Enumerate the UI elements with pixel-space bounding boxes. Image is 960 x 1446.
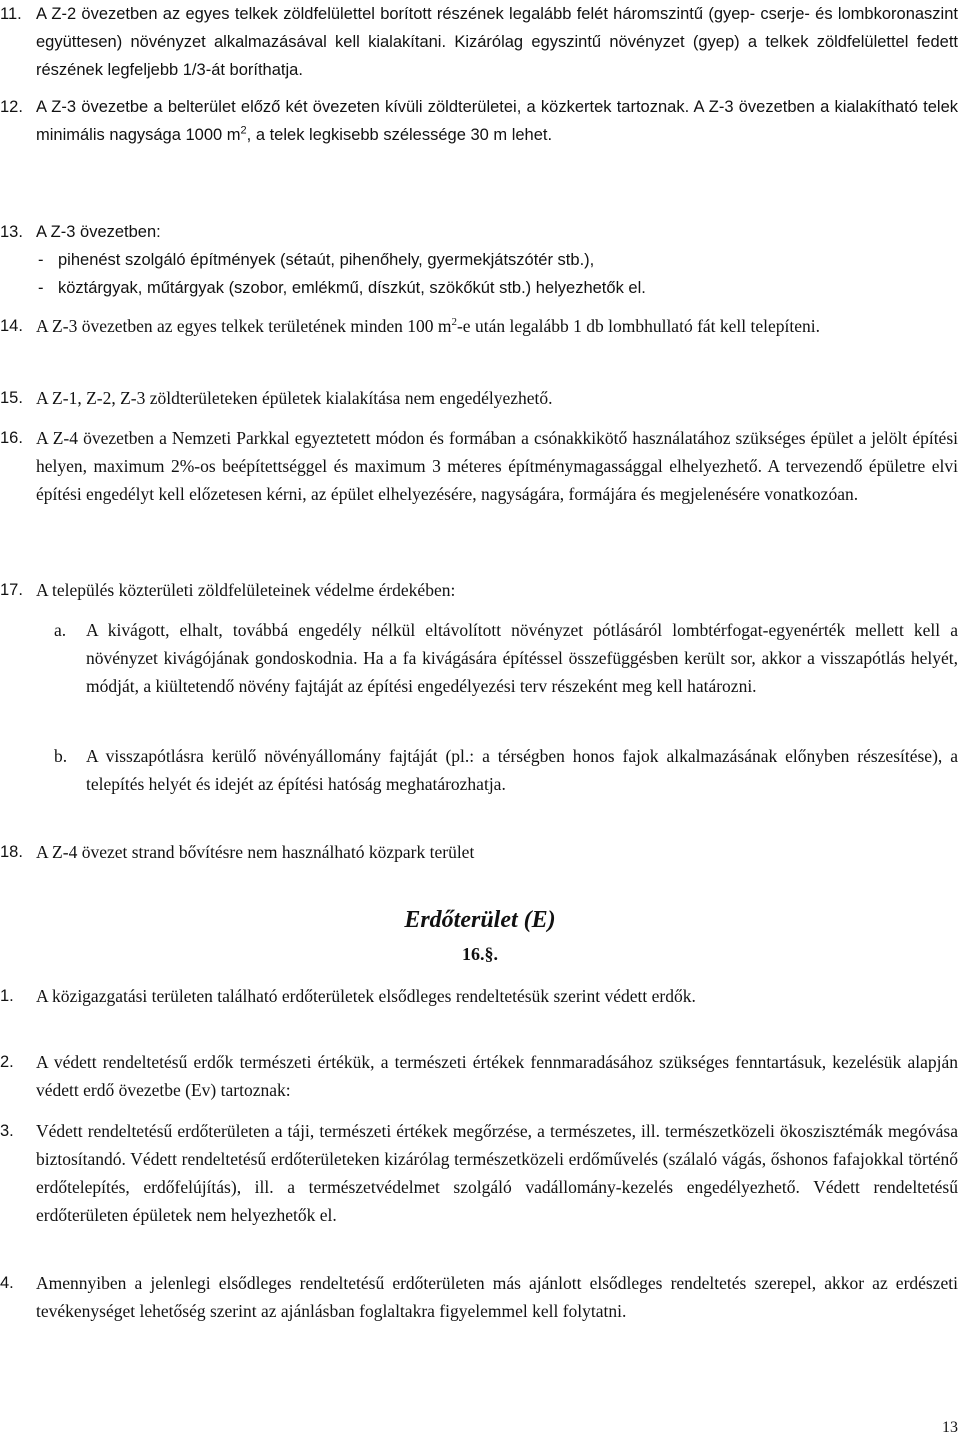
subparagraph-letter: a. xyxy=(54,620,67,640)
subparagraph-b xyxy=(36,742,958,798)
paragraph-text: A Z-4 övezetben a Nemzeti Parkkal egyeztetett módon és formában a csónakkikötő használatához szükséges épület a jelölt építési helyen, maximum 2%-os beépítettséggel és maximum 3 méteres építménymagassággal elhelyezhető. A tervezendő épületre elvi építési engedélyt kell előzetesen kérni, az épület elhelyezésére, nagyságára, formájára és megjelenésére vonatkozóan. xyxy=(36,428,958,504)
paragraph-text: Védett rendeltetésű erdőterületen a táji, természeti értékek megőrzése, a természetes, ill. természetközeli ökoszisztémák megóvása biztosítandó. Védett rendeltetésű erdőterületeken kizárólag természetközeli erdőművelés (szálaló vágás, őshonos fafajokkal történő erdőtelepítés, erdőfelújítás), ill. a természetvédelmet szolgáló vadállomány-kezelés engedélyezhető. Védett rendeltetésű erdőterületen épületek nem helyezhetők el. xyxy=(36,1121,958,1225)
paragraph-number: 14. xyxy=(0,317,23,335)
subparagraph-a xyxy=(36,616,958,700)
section-title: Erdőterület (E) xyxy=(404,907,556,933)
subparagraph-letter: b. xyxy=(54,746,68,766)
paragraph-18 xyxy=(0,838,958,866)
paragraph-number: 16. xyxy=(0,429,23,447)
section-paragraph-4 xyxy=(0,1269,958,1325)
list-item: - köztárgyak, műtárgyak (szobor, emlékmű, díszkút, szökőkút stb.) helyezhetők el. xyxy=(36,274,958,302)
paragraph-number: 12. xyxy=(0,98,23,116)
paragraph-number: 13. xyxy=(0,223,23,241)
dash-list xyxy=(36,246,958,302)
paragraph-12 xyxy=(0,93,958,149)
paragraph-13 xyxy=(0,218,958,302)
paragraph-text: A Z-2 övezetben az egyes telkek zöldfelülettel borított részének legalább felét háromszintű (gyep- cserje- és lombkoronaszint együttesen) növényzet alkalmazásával kell kialakítani. Kizárólag egyszintű növényzet (gyep) a telkek zöldfelülettel fedett részének legfeljebb 1/3-át boríthatja. xyxy=(36,5,958,79)
paragraph-15 xyxy=(0,384,958,412)
paragraph-number: 1. xyxy=(0,987,14,1005)
paragraph-number: 3. xyxy=(0,1122,14,1140)
section-paragraph-3 xyxy=(0,1117,958,1229)
paragraph-number: 2. xyxy=(0,1053,14,1071)
list-item: - pihenést szolgáló építmények (sétaút, pihenőhely, gyermekjátszótér stb.), xyxy=(36,246,958,274)
paragraph-16 xyxy=(0,424,958,508)
paragraph-text: A védett rendeltetésű erdők természeti értékük, a természeti értékek fennmaradásához szükséges fenntartásuk, kezelésük alapján védett erdő övezetbe (Ev) tartoznak: xyxy=(36,1052,958,1100)
paragraph-number: 18. xyxy=(0,843,23,861)
paragraph-text: A közigazgatási területen található erdőterületek elsődleges rendeltetésük szerint védett erdők. xyxy=(36,986,696,1006)
paragraph-number: 17. xyxy=(0,581,23,599)
paragraph-text: A Z-4 övezet strand bővítésre nem használható közpark terület xyxy=(36,842,475,862)
paragraph-number: 11. xyxy=(0,5,22,23)
section-paragraph-1 xyxy=(0,982,958,1010)
paragraph-14 xyxy=(0,312,958,340)
section-number: 16.§. xyxy=(462,944,498,964)
paragraph-text: A település közterületi zöldfelületeinek védelme érdekében: xyxy=(36,580,456,600)
paragraph-text: Amennyiben a jelenlegi elsődleges rendeltetésű erdőterületen más ajánlott elsődleges rendeltetés szerepel, akkor az erdészeti tevékenységet lehetőség szerint az ajánlásban foglaltakra figyelemmel kell folytatni. xyxy=(36,1273,958,1321)
subparagraph-text: A kivágott, elhalt, továbbá engedély nélkül eltávolított növényzet pótlásáról lombtérfogat-egyenérték mellett kell a növényzet kivágójának gondoskodnia. Ha a fa kivágására építéssel összefüggésben került sor, akkor a visszapótlás helyét, módját, a kiültetendő növény fajtáját az építési engedélyezési terv részeként meg kell határozni. xyxy=(86,620,958,696)
subparagraph-text: A visszapótlásra kerülő növényállomány fajtáját (pl.: a térségben honos fajok alkalmazásának előnyben részesítése), a telepítés helyét és idejét az építési hatóság meghatározhatja. xyxy=(86,746,958,794)
paragraph-text: A Z-3 övezetbe a belterület előző két övezeten kívüli zöldterületei, a közkertek tartoznak. A Z-3 övezetben a kialakítható telek minimális nagysága 1000 $m^2$, a telek legkisebb szélessége 30 m lehet. xyxy=(36,98,958,144)
paragraph-number: 4. xyxy=(0,1274,14,1292)
paragraph-11 xyxy=(0,0,958,84)
paragraph-text xyxy=(36,218,958,302)
paragraph-17 xyxy=(0,576,958,604)
section-paragraph-2 xyxy=(0,1048,958,1104)
paragraph-text: A Z-3 övezetben az egyes telkek területének minden 100 $m^2-e$ után legalább 1 db lombhullató fát kell telepíteni. xyxy=(36,316,820,336)
paragraph-text: A Z-1, Z-2, Z-3 zöldterületeken épületek kialakítása nem engedélyezhető. xyxy=(36,388,553,408)
paragraph-number: 15. xyxy=(0,389,23,407)
paragraph-intro: A Z-3 övezetben: xyxy=(36,223,161,241)
page-number: 13 xyxy=(942,1419,958,1436)
